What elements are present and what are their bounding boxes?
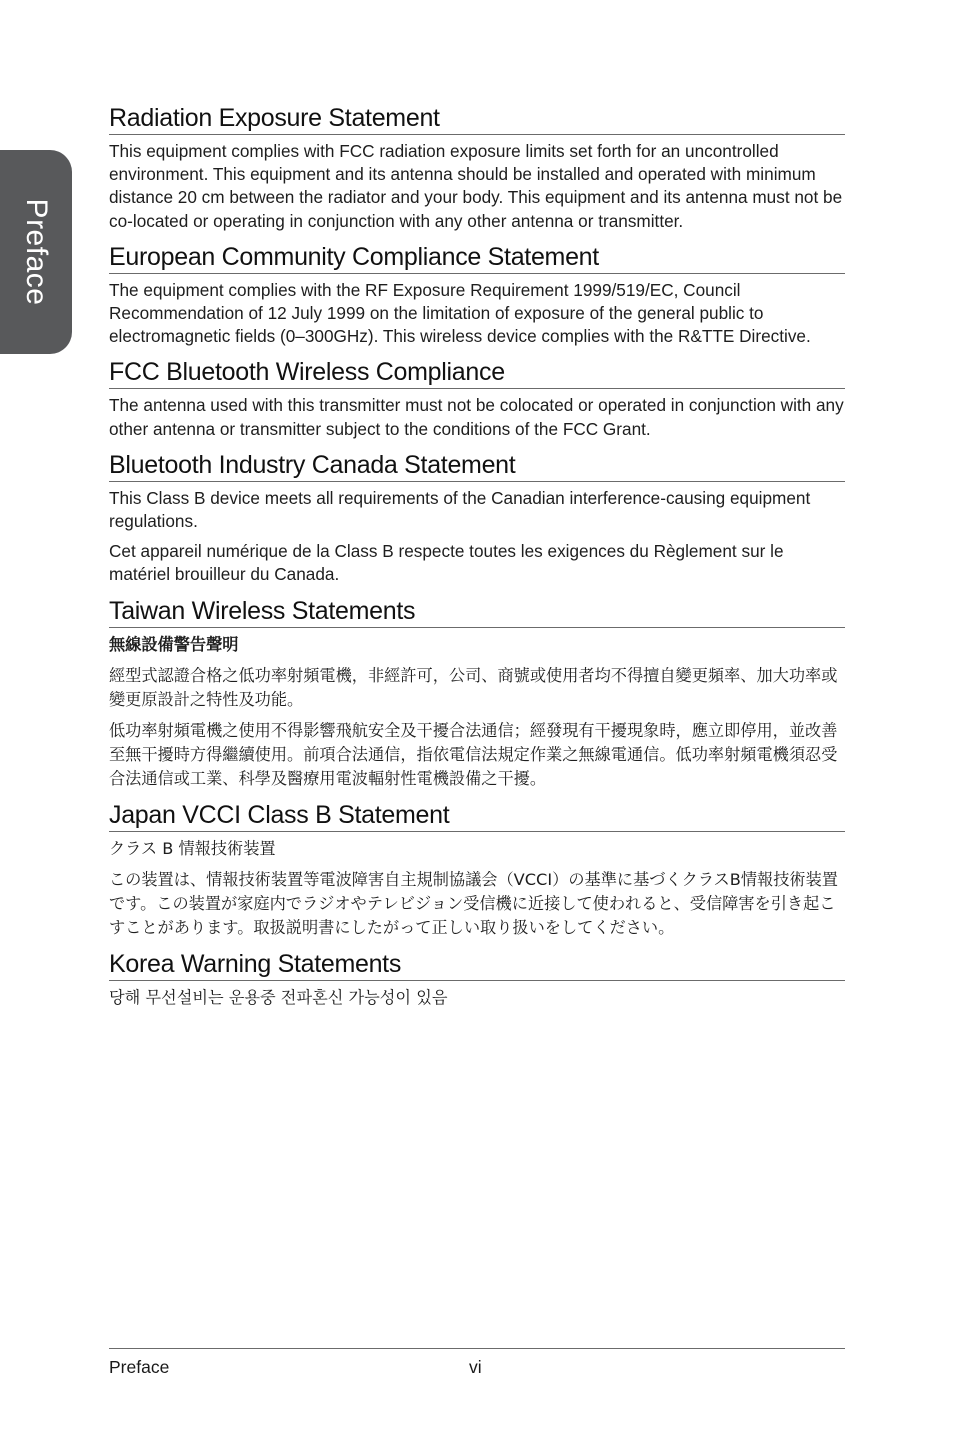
- section-title: Korea Warning Statements: [109, 949, 845, 981]
- section-paragraph: Cet appareil numérique de la Class B respecte toutes les exigences du Règlement sur le matériel brouilleur du Canada.: [109, 541, 784, 585]
- section-japan-vcci: [109, 800, 845, 940]
- section-paragraph: クラス B 情報技術装置: [109, 838, 276, 858]
- section-paragraph: This equipment complies with FCC radiation exposure limits set forth for an uncontrolled environment. This equipment and its antenna should be installed and operated with minimum distance 20 cm between the radiator and your body. This equipment and its antenna must not be co-located or operating in conjunction with any other antenna or transmitter.: [109, 141, 843, 231]
- footer-label: Preface: [109, 1357, 170, 1377]
- section-subheading: 無線設備警告聲明: [109, 634, 239, 654]
- section-bluetooth-canada: [109, 450, 845, 587]
- side-tab: [0, 150, 72, 354]
- section-taiwan-wireless: [109, 596, 845, 791]
- section-title: Japan VCCI Class B Statement: [109, 800, 845, 832]
- section-paragraph: The antenna used with this transmitter must not be colocated or operated in conjunction with any other antenna or transmitter subject to the conditions of the FCC Grant.: [109, 395, 844, 439]
- section-title: FCC Bluetooth Wireless Compliance: [109, 357, 845, 389]
- section-paragraph: 당해 무선설비는 운용중 전파혼신 가능성이 있음: [109, 987, 448, 1007]
- section-european-community: [109, 242, 845, 349]
- section-title: Taiwan Wireless Statements: [109, 596, 845, 628]
- section-paragraph: This Class B device meets all requirements of the Canadian interference-causing equipment regulations.: [109, 487, 811, 532]
- section-title: Bluetooth Industry Canada Statement: [109, 450, 845, 482]
- section-korea-warning: [109, 949, 845, 1010]
- page-content: [109, 103, 845, 1019]
- section-fcc-bluetooth: [109, 357, 845, 440]
- side-tab-label: Preface: [20, 198, 53, 306]
- section-paragraph: 低功率射頻電機之使用不得影響飛航安全及干擾合法通信；經發現有干擾現象時，應立即停用，並改善至無干擾時方得繼續使用。前項合法通信，指依電信法規定作業之無線電通信。低功率射頻電機須忍受合法通信或工業、科學及醫療用電波輻射性電機設備之干擾。: [109, 720, 838, 788]
- section-paragraph: The equipment complies with the RF Exposure Requirement 1999/519/EC, Council Recommendation of 12 July 1999 on the limitation of exposure of the general public to electromagnetic fields (0–300GHz). This wireless device complies with the R&TTE Directive.: [109, 279, 811, 347]
- section-radiation-exposure: [109, 103, 845, 233]
- section-title: Radiation Exposure Statement: [109, 103, 845, 135]
- page-number: vi: [469, 1357, 482, 1377]
- section-paragraph: この装置は、情報技術装置等電波障害自主規制協議会（VCCI）の基準に基づくクラスB情報技術装置です。この装置が家庭内でラジオやテレビジョン受信機に近接して使われると、受信障害を引き起こすことがあります。取扱説明書にしたがって正しい取り扱いをしてください。: [109, 869, 838, 937]
- section-paragraph: 經型式認證合格之低功率射頻電機，非經許可，公司、商號或使用者均不得擅自變更頻率、加大功率或變更原設計之特性及功能。: [109, 665, 838, 709]
- page-footer: [109, 1348, 845, 1389]
- section-title: European Community Compliance Statement: [109, 242, 845, 274]
